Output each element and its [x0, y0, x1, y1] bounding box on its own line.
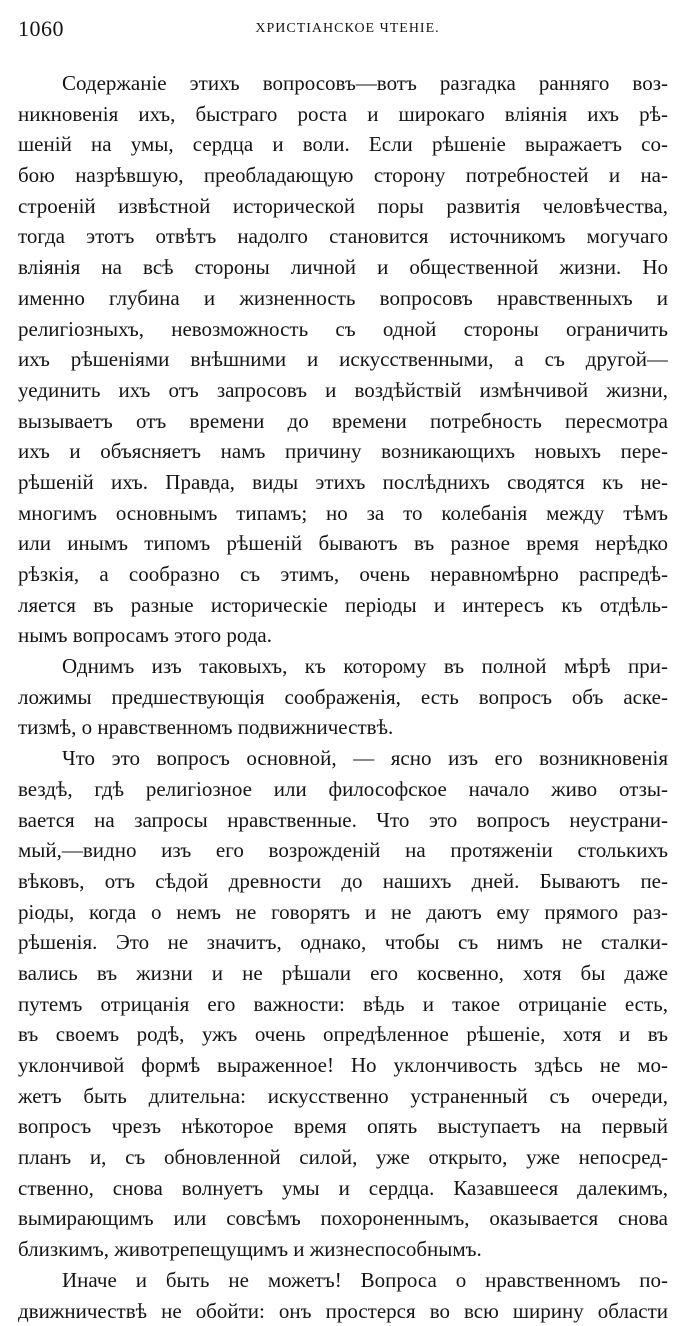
text-line: тогда этотъ отвѣтъ надолго становится источникомъ могучаго — [18, 221, 668, 252]
paragraph — [18, 651, 668, 743]
text-line: вѣковъ, отъ сѣдой древности до нашихъ дней. Бываютъ пе- — [18, 866, 668, 897]
text-line: Содержаніе этихъ вопросовъ—вотъ разгадка ранняго воз- — [18, 68, 668, 99]
text-line: вались въ жизни и не рѣшали его косвенно, хотя бы даже — [18, 958, 668, 989]
page-header — [18, 14, 677, 44]
text-line: бою назрѣвшую, преобладающую сторону потребностей и на- — [18, 160, 668, 191]
text-line: рѣзкія, а сообразно съ этимъ, очень неравномѣрно распредѣ- — [18, 559, 668, 590]
text-line: религіозныхъ, невозможность съ одной стороны ограничить — [18, 314, 668, 345]
text-line: уединить ихъ отъ запросовъ и воздѣйствій измѣнчивой жизни, — [18, 375, 668, 406]
body-text — [18, 68, 668, 1326]
text-line: ихъ рѣшеніями внѣшними и искусственными, а съ другой— — [18, 344, 668, 375]
text-line: мый,—видно изъ его возрожденій на протяженіи столькихъ — [18, 835, 668, 866]
paragraph — [18, 743, 668, 1265]
text-line: никновенія ихъ, быстраго роста и широкаго вліянія ихъ рѣ- — [18, 99, 668, 130]
text-line: Иначе и быть не можетъ! Вопроса о нравственномъ по- — [18, 1265, 668, 1296]
text-line: въ своемъ родѣ, ужъ очень опредѣленное рѣшеніе, хотя и въ — [18, 1019, 668, 1050]
text-line: вается на запросы нравственные. Что это вопросъ неустрани- — [18, 805, 668, 836]
text-line: или инымъ типомъ рѣшеній бываютъ въ разное время нерѣдко — [18, 528, 668, 559]
text-line: ихъ и объясняетъ намъ причину возникающихъ новыхъ пере- — [18, 436, 668, 467]
text-line: именно глубина и жизненность вопросовъ нравственныхъ и — [18, 283, 668, 314]
text-line: уклончивой формѣ выраженное! Но уклончивость здѣсь не мо- — [18, 1050, 668, 1081]
text-line: рѣшенія. Это не значитъ, однако, чтобы съ нимъ не сталки- — [18, 927, 668, 958]
text-line: шеній на умы, сердца и воли. Если рѣшеніе выражаетъ со- — [18, 129, 668, 160]
paragraph — [18, 1265, 668, 1326]
text-line: вопросъ чрезъ нѣкоторое время опять выступаетъ на первый — [18, 1111, 668, 1142]
text-line: планъ и, съ обновленной силой, уже открыто, уже непосред- — [18, 1142, 668, 1173]
text-line: ріоды, когда о немъ не говорятъ и не даютъ ему прямого раз- — [18, 897, 668, 928]
page-number: 1060 — [18, 14, 64, 44]
text-line: нымъ вопросамъ этого рода. — [18, 620, 668, 651]
text-line: ложимы предшествующія соображенія, есть вопросъ объ аске- — [18, 682, 668, 713]
text-line: движничествѣ не обойти: онъ простерся во всю ширину области — [18, 1296, 668, 1326]
text-line: путемъ отрицанія его важности: вѣдь и такое отрицаніе есть, — [18, 989, 668, 1020]
text-line: близкимъ, животрепещущимъ и жизнеспособнымъ. — [18, 1234, 668, 1265]
text-line: вліянія на всѣ стороны личной и общественной жизни. Но — [18, 252, 668, 283]
text-line: многимъ основнымъ типамъ; но за то колебанія между тѣмъ — [18, 498, 668, 529]
text-line: вымирающимъ или совсѣмъ похороненнымъ, оказывается снова — [18, 1203, 668, 1234]
text-line: строеній извѣстной исторической поры развитія человѣчества, — [18, 191, 668, 222]
text-line: ственно, снова волнуетъ умы и сердца. Казавшееся далекимъ, — [18, 1173, 668, 1204]
text-line: тизмѣ, о нравственномъ подвижничествѣ. — [18, 712, 668, 743]
running-title: ХРИСТІАНСКОЕ ЧТЕНІЕ. — [18, 17, 677, 41]
text-line: вездѣ, гдѣ религіозное или философское начало живо отзы- — [18, 774, 668, 805]
paragraph — [18, 68, 668, 651]
text-line: Что это вопросъ основной, — ясно изъ его возникновенія — [18, 743, 668, 774]
text-line: жетъ быть длительна: искусственно устраненный съ очереди, — [18, 1081, 668, 1112]
text-line: ляется въ разные историческіе періоды и интересъ къ отдѣль- — [18, 590, 668, 621]
text-line: рѣшеній ихъ. Правда, виды этихъ послѣднихъ сводятся къ не- — [18, 467, 668, 498]
text-line: Однимъ изъ таковыхъ, къ которому въ полной мѣрѣ при- — [18, 651, 668, 682]
text-line: вызываетъ отъ времени до времени потребность пересмотра — [18, 406, 668, 437]
